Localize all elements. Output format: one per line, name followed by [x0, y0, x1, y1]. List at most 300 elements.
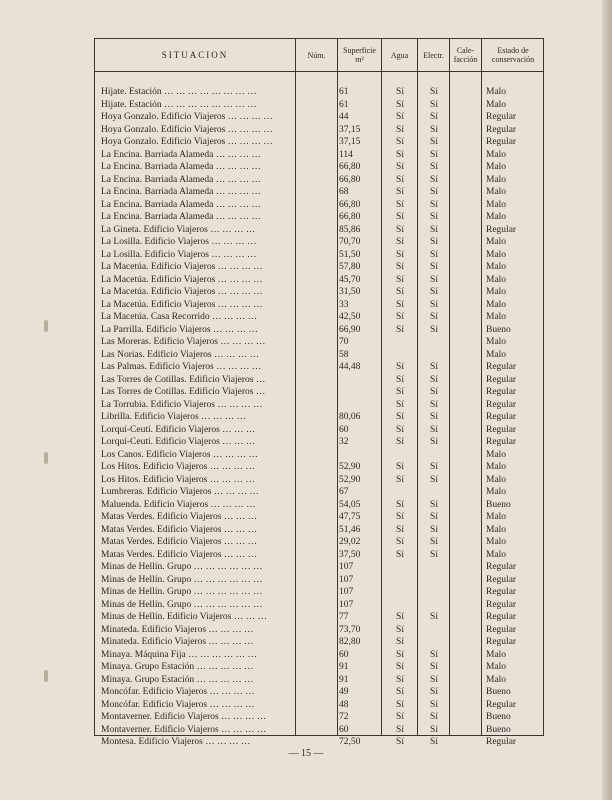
row-situacion: Lorquí-Ceutí. Edificio Viajeros … … …: [101, 437, 256, 447]
row-electr: Sí: [430, 99, 438, 110]
header-electr: Electr.: [423, 50, 444, 60]
table-row: [95, 549, 545, 562]
table-row: [95, 174, 545, 187]
table-row: [95, 311, 545, 324]
row-situacion: Montaverner. Edificio Viajeros … … … …: [101, 724, 267, 735]
table-row: [95, 599, 545, 612]
table-row: [95, 386, 545, 399]
table-row: [95, 586, 545, 599]
table-row: [95, 199, 545, 212]
row-situacion: La Encina. Barriada Alameda … … … …: [101, 162, 261, 172]
row-agua: Sí: [396, 512, 404, 522]
row-estado: Malo: [486, 212, 507, 222]
table-row: [95, 411, 545, 424]
header-estado-line2: conservación: [491, 55, 535, 64]
row-agua: Sí: [396, 312, 404, 322]
page-number: — 15 —: [288, 748, 324, 759]
row-agua: Sí: [396, 724, 404, 735]
row-situacion: Matas Verdes. Edificio Viajeros … … …: [101, 549, 258, 560]
row-agua: Sí: [396, 237, 404, 247]
row-superficie: 107: [339, 599, 354, 610]
row-situacion: Las Norias. Edificio Viajeros … … … …: [101, 349, 260, 360]
row-situacion: Matas Verdes. Edificio Viajeros … … …: [101, 512, 258, 522]
row-electr: Sí: [430, 687, 438, 697]
row-situacion: Minateda. Edificio Viajeros … … … …: [101, 624, 254, 635]
row-situacion: La Losilla. Edificio Viajeros … … … …: [101, 249, 257, 260]
row-situacion: Montesa. Edificio Viajeros … … … …: [101, 737, 251, 747]
row-estado: Regular: [486, 612, 517, 622]
header-calefaccion-line1: Cale-: [456, 46, 475, 55]
row-superficie: 44,48: [339, 362, 361, 372]
row-superficie: 70,70: [339, 237, 361, 247]
row-situacion: Moncófar. Edificio Viajeros … … … …: [101, 699, 255, 710]
row-situacion: Hijate. Estación … … … … … … … …: [101, 87, 257, 97]
table-row: [95, 711, 545, 724]
row-situacion: Minateda. Edificio Viajeros … … … …: [101, 637, 254, 647]
row-estado: Regular: [486, 124, 517, 135]
row-agua: Sí: [396, 412, 404, 422]
row-estado: Malo: [486, 312, 507, 322]
table-row: [95, 661, 545, 674]
table-row: [95, 486, 545, 499]
row-agua: Sí: [396, 462, 404, 472]
row-superficie: 68: [339, 187, 349, 197]
row-superficie: 107: [339, 587, 354, 597]
header-agua: Agua: [390, 50, 409, 60]
table-row: [95, 274, 545, 287]
row-electr: Sí: [430, 499, 438, 510]
row-electr: Sí: [430, 549, 438, 560]
row-estado: Regular: [486, 624, 517, 635]
row-agua: Sí: [396, 674, 404, 685]
table-row: [95, 649, 545, 662]
row-situacion: La Gineta. Edificio Viajeros … … … …: [101, 224, 256, 235]
row-superficie: 67: [339, 487, 349, 497]
header-estado: [482, 39, 544, 71]
row-estado: Regular: [486, 699, 517, 710]
row-situacion: Los Hitos. Edificio Viajeros … … … …: [101, 462, 255, 472]
row-superficie: 44: [339, 112, 349, 122]
binding-hole: [44, 452, 48, 464]
header-superficie-label: Superficie: [343, 46, 376, 55]
row-situacion: Las Torres de Cotillas. Edificio Viajeros …: [101, 374, 266, 385]
table-row: [95, 611, 545, 624]
row-situacion: Hoya Gonzalo. Edificio Viajeros … … … …: [101, 137, 273, 147]
row-agua: Sí: [396, 637, 404, 647]
row-situacion: La Torrubia. Edificio Viajeros … … … …: [101, 399, 263, 410]
row-electr: Sí: [430, 649, 438, 660]
row-electr: Sí: [430, 299, 438, 310]
row-situacion: Matas Verdes. Edificio Viajeros … … …: [101, 537, 258, 547]
table-row: [95, 536, 545, 549]
row-estado: Regular: [486, 412, 517, 422]
row-estado: Malo: [486, 262, 507, 272]
row-electr: Sí: [430, 737, 438, 747]
header-calefaccion-line2: facción: [453, 55, 478, 64]
row-estado: Malo: [486, 87, 507, 97]
row-superficie: 77: [339, 612, 349, 622]
row-agua: Sí: [396, 537, 404, 547]
row-estado: Regular: [486, 587, 517, 597]
row-estado: Regular: [486, 562, 517, 572]
table-row: [95, 211, 545, 224]
header-superficie: [338, 39, 381, 71]
row-situacion: Montaverner. Edificio Viajeros … … … …: [101, 712, 267, 722]
row-electr: Sí: [430, 362, 438, 372]
row-situacion: Las Moreras. Edificio Viajeros … … … …: [101, 337, 266, 347]
row-agua: Sí: [396, 224, 404, 235]
row-electr: Sí: [430, 162, 438, 172]
row-superficie: 48: [339, 699, 349, 710]
row-estado: Regular: [486, 362, 517, 372]
row-electr: Sí: [430, 512, 438, 522]
row-estado: Malo: [486, 537, 507, 547]
table-row: [95, 124, 545, 137]
row-superficie: 57,80: [339, 262, 361, 272]
row-situacion: La Losilla. Edificio Viajeros … … … …: [101, 237, 257, 247]
row-superficie: 80,06: [339, 412, 361, 422]
row-agua: Sí: [396, 149, 404, 160]
row-estado: Malo: [486, 549, 507, 560]
row-superficie: 29,02: [339, 537, 361, 547]
row-situacion: Moncófar. Edificio Viajeros … … … …: [101, 687, 255, 697]
table-row: [95, 724, 545, 737]
row-superficie: 60: [339, 724, 349, 735]
table-row: [95, 336, 545, 349]
table-row: [95, 186, 545, 199]
binding-hole: [44, 320, 48, 332]
row-electr: Sí: [430, 399, 438, 410]
row-superficie: 42,50: [339, 312, 361, 322]
table-row: [95, 249, 545, 262]
table-row: [95, 561, 545, 574]
row-agua: Sí: [396, 87, 404, 97]
table-row: [95, 149, 545, 162]
row-agua: Sí: [396, 374, 404, 385]
row-superficie: 51,50: [339, 249, 361, 260]
row-estado: Malo: [486, 149, 507, 160]
row-agua: Sí: [396, 162, 404, 172]
table-row: [95, 674, 545, 687]
row-superficie: 32: [339, 437, 349, 447]
header-situacion: SITUACION: [161, 49, 229, 60]
table-row: [95, 511, 545, 524]
row-electr: Sí: [430, 712, 438, 722]
row-agua: Sí: [396, 424, 404, 435]
table-row: [95, 436, 545, 449]
row-superficie: 52,90: [339, 462, 361, 472]
row-situacion: Matas Verdes. Edificio Viajeros … … …: [101, 524, 258, 535]
row-situacion: La Macetúa. Edificio Viajeros … … … …: [101, 287, 263, 297]
row-estado: Bueno: [486, 499, 511, 510]
row-electr: Sí: [430, 662, 438, 672]
table-row: [95, 161, 545, 174]
row-agua: Sí: [396, 612, 404, 622]
row-situacion: Lorquí-Ceutí. Edificio Viajeros … … …: [101, 424, 256, 435]
row-situacion: La Encina. Barriada Alameda … … … …: [101, 174, 261, 185]
row-agua: Sí: [396, 737, 404, 747]
row-situacion: Minaya. Grupo Estación … … … … …: [101, 674, 254, 685]
row-superficie: 37,15: [339, 124, 361, 135]
table-row: [95, 324, 545, 337]
table-row: [95, 224, 545, 237]
table-row: [95, 86, 545, 99]
row-estado: Malo: [486, 249, 507, 260]
row-agua: Sí: [396, 437, 404, 447]
row-electr: Sí: [430, 412, 438, 422]
binding-hole: [44, 670, 48, 682]
row-situacion: Librilla. Edificio Viajeros … … … …: [101, 412, 247, 422]
row-superficie: 66,80: [339, 199, 361, 210]
row-estado: Regular: [486, 637, 517, 647]
row-estado: Malo: [486, 512, 507, 522]
row-superficie: 47,75: [339, 512, 361, 522]
table-row: [95, 699, 545, 712]
row-estado: Malo: [486, 199, 507, 210]
row-estado: Regular: [486, 424, 517, 435]
row-agua: Sí: [396, 174, 404, 185]
row-situacion: Minaya. Máquina Fija … … … … … …: [101, 649, 257, 660]
row-superficie: 60: [339, 649, 349, 660]
row-electr: Sí: [430, 462, 438, 472]
row-agua: Sí: [396, 524, 404, 535]
table-row: [95, 461, 545, 474]
row-superficie: 52,90: [339, 474, 361, 485]
row-electr: Sí: [430, 537, 438, 547]
row-agua: Sí: [396, 187, 404, 197]
row-superficie: 58: [339, 349, 349, 360]
row-estado: Malo: [486, 337, 507, 347]
row-situacion: Minas de Hellín. Edificio Viajeros … … …: [101, 612, 268, 622]
row-situacion: Minas de Hellín. Grupo … … … … … …: [101, 599, 263, 610]
row-electr: Sí: [430, 212, 438, 222]
row-estado: Regular: [486, 437, 517, 447]
row-electr: Sí: [430, 674, 438, 685]
row-electr: Sí: [430, 524, 438, 535]
table-row: [95, 111, 545, 124]
row-agua: Sí: [396, 99, 404, 110]
row-electr: Sí: [430, 87, 438, 97]
row-estado: Regular: [486, 224, 517, 235]
row-electr: Sí: [430, 199, 438, 210]
row-estado: Malo: [486, 674, 507, 685]
row-estado: Malo: [486, 287, 507, 297]
row-estado: Malo: [486, 349, 507, 360]
row-agua: Sí: [396, 662, 404, 672]
row-agua: Sí: [396, 649, 404, 660]
row-situacion: La Macetúa. Edificio Viajeros … … … …: [101, 262, 263, 272]
row-estado: Malo: [486, 99, 507, 110]
row-agua: Sí: [396, 699, 404, 710]
row-situacion: La Macetúa. Edificio Viajeros … … … …: [101, 299, 263, 310]
row-situacion: Las Torres de Cotillas. Edificio Viajeros …: [101, 387, 266, 397]
row-estado: Malo: [486, 162, 507, 172]
row-agua: Sí: [396, 687, 404, 697]
table-row: [95, 474, 545, 487]
row-estado: Regular: [486, 599, 517, 610]
row-situacion: La Encina. Barriada Alameda … … … …: [101, 149, 261, 160]
row-estado: Bueno: [486, 724, 511, 735]
row-electr: Sí: [430, 124, 438, 135]
row-superficie: 54,05: [339, 499, 361, 510]
table-row: [95, 261, 545, 274]
row-electr: Sí: [430, 174, 438, 185]
row-agua: Sí: [396, 124, 404, 135]
row-electr: Sí: [430, 112, 438, 122]
header-superficie-unit: m²: [355, 55, 364, 64]
row-situacion: La Encina. Barriada Alameda … … … …: [101, 199, 261, 210]
row-estado: Malo: [486, 462, 507, 472]
row-superficie: 72: [339, 712, 349, 722]
inventory-table: [94, 38, 544, 747]
row-superficie: 73,70: [339, 624, 361, 635]
header-estado-line1: Estado de: [497, 46, 529, 55]
row-estado: Regular: [486, 574, 517, 585]
table-row: [95, 236, 545, 249]
row-superficie: 72,50: [339, 737, 361, 747]
row-electr: Sí: [430, 224, 438, 235]
table-row: [95, 99, 545, 112]
row-electr: Sí: [430, 424, 438, 435]
row-agua: Sí: [396, 287, 404, 297]
row-estado: Regular: [486, 399, 517, 410]
table-body: [95, 86, 545, 749]
row-estado: Malo: [486, 524, 507, 535]
table-row: [95, 349, 545, 362]
row-agua: Sí: [396, 299, 404, 310]
table-row: [95, 424, 545, 437]
row-superficie: 49: [339, 687, 349, 697]
row-agua: Sí: [396, 137, 404, 147]
row-electr: Sí: [430, 149, 438, 160]
row-estado: Bueno: [486, 687, 511, 697]
row-electr: Sí: [430, 724, 438, 735]
row-superficie: 70: [339, 337, 349, 347]
table-row: [95, 449, 545, 462]
row-situacion: Maluenda. Edificio Viajeros … … … …: [101, 499, 256, 510]
row-electr: Sí: [430, 387, 438, 397]
table-row: [95, 299, 545, 312]
row-superficie: 66,80: [339, 174, 361, 185]
row-estado: Bueno: [486, 712, 511, 722]
row-superficie: 33: [339, 299, 349, 310]
row-situacion: Hoya Gonzalo. Edificio Viajeros … … … …: [101, 112, 273, 122]
row-situacion: Minas de Hellín. Grupo … … … … … …: [101, 562, 263, 572]
table-row: [95, 574, 545, 587]
row-estado: Regular: [486, 387, 517, 397]
table-row: [95, 399, 545, 412]
row-agua: Sí: [396, 712, 404, 722]
row-estado: Malo: [486, 237, 507, 247]
row-situacion: La Encina. Barriada Alameda … … … …: [101, 187, 261, 197]
table-row: [95, 624, 545, 637]
row-electr: Sí: [430, 274, 438, 285]
row-electr: Sí: [430, 437, 438, 447]
row-situacion: Minaya. Grupo Estación … … … … …: [101, 662, 254, 672]
row-superficie: 85,86: [339, 224, 361, 235]
table-row: [95, 636, 545, 649]
header-num: Núm.: [307, 50, 326, 60]
row-estado: Malo: [486, 187, 507, 197]
row-electr: Sí: [430, 324, 438, 335]
row-agua: Sí: [396, 624, 404, 635]
table-row: [95, 686, 545, 699]
row-estado: Malo: [486, 449, 507, 460]
table-row: [95, 286, 545, 299]
row-situacion: La Parrilla. Edificio Viajeros … … … …: [101, 324, 259, 335]
row-electr: Sí: [430, 187, 438, 197]
row-estado: Bueno: [486, 324, 511, 335]
row-agua: Sí: [396, 274, 404, 285]
table-row: [95, 136, 545, 149]
row-superficie: 107: [339, 562, 354, 572]
row-estado: Regular: [486, 737, 517, 747]
row-electr: Sí: [430, 137, 438, 147]
row-estado: Malo: [486, 487, 507, 497]
row-situacion: Minas de Hellín. Grupo … … … … … …: [101, 574, 263, 585]
row-estado: Malo: [486, 662, 507, 672]
row-agua: Sí: [396, 499, 404, 510]
row-electr: Sí: [430, 262, 438, 272]
row-superficie: 107: [339, 574, 354, 585]
row-superficie: 66,90: [339, 324, 361, 335]
row-electr: Sí: [430, 374, 438, 385]
row-situacion: Los Hitos. Edificio Viajeros … … … …: [101, 474, 255, 485]
row-estado: Malo: [486, 474, 507, 485]
row-electr: Sí: [430, 237, 438, 247]
row-agua: Sí: [396, 249, 404, 260]
row-estado: Regular: [486, 374, 517, 385]
row-situacion: Lumbreras. Edificio Viajeros … … … …: [101, 487, 259, 497]
row-superficie: 60: [339, 424, 349, 435]
row-electr: Sí: [430, 249, 438, 260]
row-superficie: 37,15: [339, 137, 361, 147]
row-agua: Sí: [396, 324, 404, 335]
row-agua: Sí: [396, 387, 404, 397]
row-agua: Sí: [396, 199, 404, 210]
row-agua: Sí: [396, 399, 404, 410]
table-row: [95, 374, 545, 387]
row-agua: Sí: [396, 212, 404, 222]
row-estado: Malo: [486, 274, 507, 285]
row-agua: Sí: [396, 549, 404, 560]
row-estado: Malo: [486, 299, 507, 310]
row-superficie: 31,50: [339, 287, 361, 297]
row-situacion: La Macetúa. Edificio Viajeros … … … …: [101, 274, 263, 285]
row-superficie: 66,80: [339, 162, 361, 172]
row-electr: Sí: [430, 312, 438, 322]
row-situacion: Los Canos. Edificio Viajeros … … … …: [101, 449, 259, 460]
row-situacion: La Macetúa. Casa Recorrido … … … …: [101, 312, 258, 322]
row-agua: Sí: [396, 362, 404, 372]
table-row: [95, 361, 545, 374]
row-estado: Malo: [486, 649, 507, 660]
row-superficie: 82,80: [339, 637, 361, 647]
row-electr: Sí: [430, 474, 438, 485]
table-row: [95, 499, 545, 512]
row-estado: Regular: [486, 112, 517, 122]
row-electr: Sí: [430, 699, 438, 710]
row-estado: Malo: [486, 174, 507, 185]
row-situacion: Minas de Hellín. Grupo … … … … … …: [101, 587, 263, 597]
row-agua: Sí: [396, 474, 404, 485]
row-superficie: 37,50: [339, 549, 361, 560]
row-situacion: Hoya Gonzalo. Edificio Viajeros … … … …: [101, 124, 273, 135]
row-superficie: 61: [339, 99, 349, 110]
row-estado: Regular: [486, 137, 517, 147]
row-agua: Sí: [396, 262, 404, 272]
row-situacion: La Encina. Barriada Alameda … … … …: [101, 212, 261, 222]
